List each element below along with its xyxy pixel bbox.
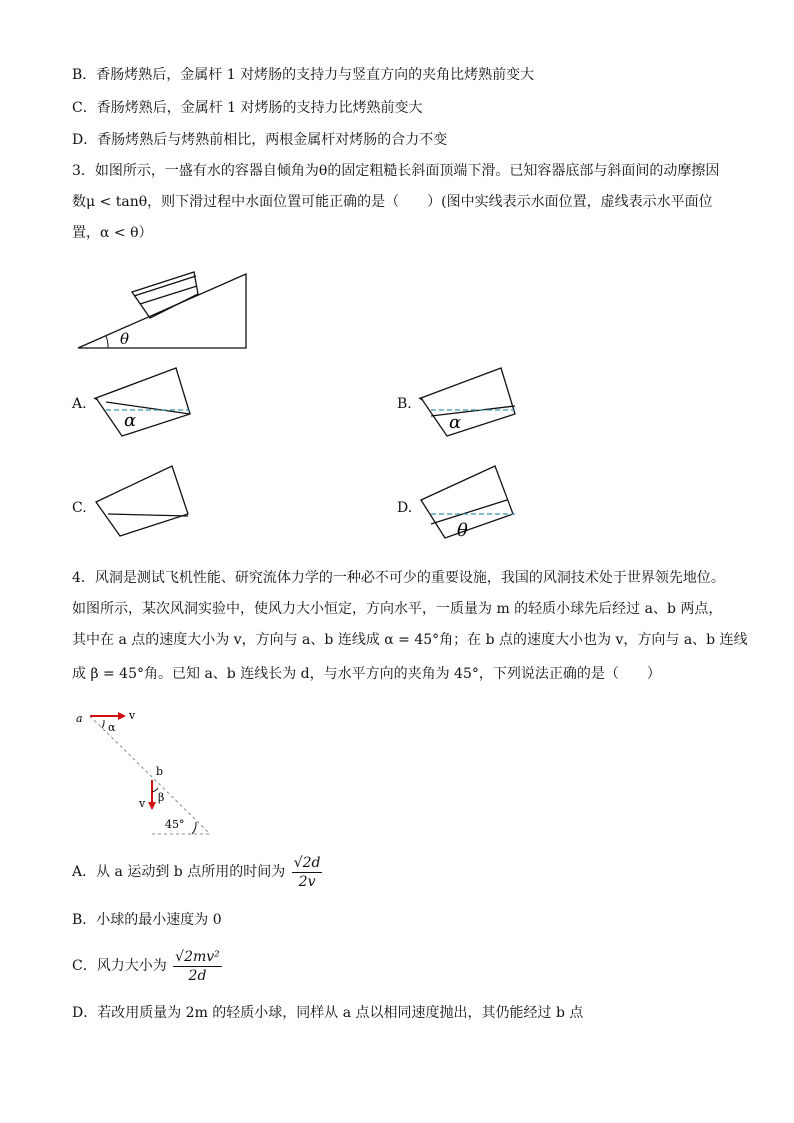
q4-option-d: D．若改用质量为 2m 的轻质小球，同样从 a 点以相同速度抛出，其仍能经过 b 点 <box>72 1005 584 1021</box>
q3-stem-line3: 置，α < θ） <box>72 225 153 241</box>
velocity-b-arrowhead <box>148 802 156 810</box>
container-on-incline <box>132 272 198 318</box>
incline-triangle <box>78 274 246 348</box>
q4-stem-line1: 4．风洞是测试飞机性能、研究流体力学的一种必不可少的重要设施，我国的风洞技术处于世界领先地位。 <box>72 570 725 586</box>
q3-stem-line2: 数μ < tanθ，则下滑过程中水面位置可能正确的是（ ）(图中实线表示水面位置，虚线表示水平面位 <box>72 194 713 210</box>
q3-option-d-label: D. <box>397 500 413 516</box>
fraction-numerator: √2mv² <box>175 948 220 965</box>
wind-tunnel-figure <box>72 700 217 840</box>
fraction-numerator: √2d <box>293 854 321 871</box>
q3-stem-line1: 3．如图所示，一盛有水的容器自倾角为θ的固定粗糙长斜面顶端下滑。已知容器底部与斜面间的动摩擦因 <box>72 163 720 179</box>
theta-label: θ <box>120 330 130 348</box>
alpha-label: α <box>108 721 116 734</box>
q4-option-c-fraction <box>173 948 222 985</box>
q4-option-a-text: A．从 a 运动到 b 点所用的时间为 <box>72 864 286 880</box>
q2-option-c: C．香肠烤熟后，金属杆 1 对烤肠的支持力比烤熟前变大 <box>72 100 423 116</box>
q3-option-d-figure <box>417 462 527 552</box>
fraction-denominator: 2v <box>298 873 316 890</box>
q4-option-c-text: C．风力大小为 <box>72 958 167 974</box>
q2-option-d: D．香肠烤熟后与烤熟前相比，两根金属杆对烤肠的合力不变 <box>72 132 448 148</box>
q4-option-c <box>72 946 222 986</box>
q4-stem-line2: 如图所示，某次风洞实验中，使风力大小恒定，方向水平，一质量为 m 的轻质小球先后经过 a、b 两点， <box>72 601 723 617</box>
q4-stem-line3: 其中在 a 点的速度大小为 v，方向与 a、b 连线成 α = 45°角；在 b 点的速度大小也为 v，方向与 a、b 连线 <box>72 632 748 648</box>
q4-option-a-fraction <box>292 854 323 891</box>
incline-figure <box>74 266 254 356</box>
angle45-label: 45° <box>165 818 185 831</box>
q3-option-b-label: B. <box>397 396 412 412</box>
velocity-a-label: v <box>129 709 136 722</box>
q2-option-b: B．香肠烤熟后，金属杆 1 对烤肠的支持力与竖直方向的夹角比烤熟前变大 <box>72 67 535 83</box>
angle45-arc <box>192 822 196 834</box>
theta-arc <box>106 336 108 348</box>
alpha-arc <box>102 720 104 728</box>
velocity-a-arrowhead <box>118 712 126 720</box>
q3-option-a-figure <box>92 362 202 442</box>
alpha-label: α <box>449 412 462 433</box>
beta-label: β <box>158 791 165 804</box>
water-surface-line <box>108 514 188 516</box>
velocity-b-label: v <box>139 797 146 810</box>
point-a-label: a <box>76 712 83 725</box>
point-b-label: b <box>156 765 164 778</box>
water-surface-line <box>431 406 515 416</box>
theta-label: θ <box>457 520 468 541</box>
q4-stem-line4: 成 β = 45°角。已知 a、b 连线长为 d，与水平方向的夹角为 45°，下列说法正确的是（ ） <box>72 666 661 682</box>
q3-option-c-figure <box>92 462 202 542</box>
alpha-label: α <box>124 410 137 431</box>
q4-option-a <box>72 852 322 892</box>
q4-option-b: B．小球的最小速度为 0 <box>72 912 222 928</box>
fraction-denominator: 2d <box>188 967 207 984</box>
water-surface-line <box>106 402 190 414</box>
q3-option-c-label: C. <box>72 500 87 516</box>
q3-option-a-label: A. <box>72 396 87 412</box>
q3-option-b-figure <box>417 362 527 442</box>
